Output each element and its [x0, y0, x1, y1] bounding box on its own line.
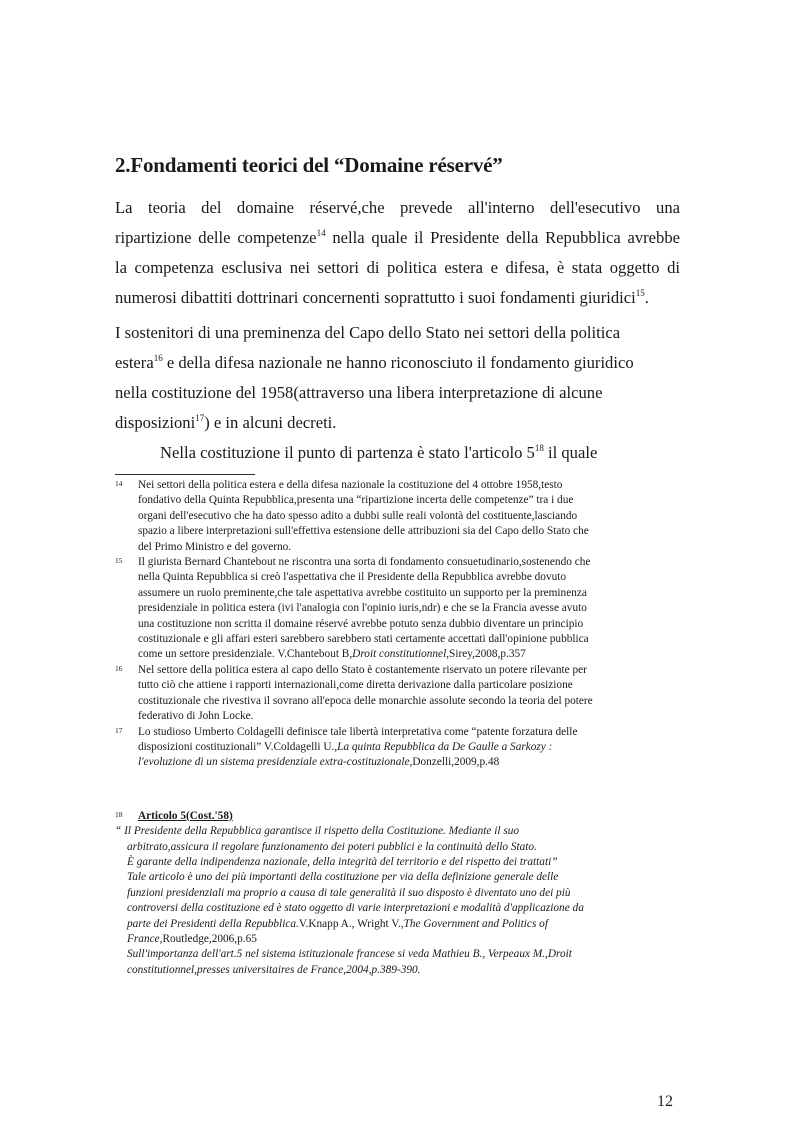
- quote-line: È garante della indipendenza nazionale, della integrità del territorio e del rispetto dei trattati”: [127, 855, 558, 868]
- section-heading: 2.Fondamenti teorici del “Domaine réservé”: [115, 153, 503, 177]
- footnote-16: [115, 663, 675, 725]
- quote-line: Sull'importanza dell'art.5 nel sistema istituzionale francese si veda Mathieu B., Verpeaux M.,Droit: [127, 948, 572, 961]
- footnote-citation-line: come un settore presidenziale. V.Chantebout B,Droit constitutionnel,Sirey,2008,p.357: [138, 648, 526, 661]
- footnote-line: organi dell'esecutivo che ha dato spesso adito a dubbi sulle reali volontà del costituente,lasciando: [138, 509, 578, 522]
- footnote-line: costituzionale che rivestiva il sovrano all'epoca delle monarchie assolute secondo la teoria del potere: [138, 694, 593, 707]
- paragraph-1-line-2: ripartizione delle competenze$^{14}$ nella quale il Presidente della Repubblica avrebbe: [115, 228, 680, 247]
- paragraph-2-line-3: nella costituzione del 1958(attraverso una libera interpretazione di alcune: [115, 383, 603, 402]
- footnote-number: 18: [115, 809, 123, 819]
- footnote-17: [115, 725, 675, 771]
- paragraph-2-line-1: I sostenitori di una preminenza del Capo dello Stato nei settori della politica: [115, 323, 621, 342]
- footnote-ref-15[interactable]: 15: [635, 288, 645, 298]
- footnote-line: fondativo della Quinta Repubblica,presenta una “ripartizione incerta delle competenze” tra i due: [138, 494, 574, 507]
- footnote-line: disposizioni costituzionali” V.Coldagelli U.,La quinta Repubblica da De Gaulle a Sarkozy :: [138, 740, 553, 753]
- paragraph-2: [115, 318, 680, 438]
- paragraph-1: [115, 193, 680, 313]
- footnote-15: [115, 555, 675, 663]
- footnote-gap: [115, 771, 675, 809]
- footnote-line: Nel settore della politica estera al capo dello Stato è costantemente riservato un potere rilevante per: [138, 663, 587, 676]
- footnote-line: Lo studioso Umberto Coldagelli definisce tale libertà interpretativa come “patente forzatura delle: [138, 725, 578, 738]
- footnote-number: 17: [115, 725, 123, 735]
- footnote-ref-16[interactable]: 16: [153, 353, 163, 363]
- book-subtitle: l'evoluzione di un sistema presidenziale extra-costituzionale,: [138, 756, 413, 769]
- footnote-line: spazio a libere interpretazioni sull'effettiva estensione delle attribuzioni sia del Capo dello Stato che: [138, 525, 589, 538]
- footnote-number: 15: [115, 556, 123, 566]
- footnote-line: del Primo Ministro e del governo.: [138, 540, 292, 553]
- quote-line: parte dei Presidenti della Repubblica.V.Knapp A., Wright V.,The Government and Politics of: [127, 917, 548, 930]
- paragraph-1-line-1: La teoria del domaine réservé,che prevede all'interno dell'esecutivo una: [115, 198, 680, 217]
- footnote-line: l'evoluzione di un sistema presidenziale extra-costituzionale,Donzelli,2009,p.48: [138, 756, 500, 769]
- paragraph-1-line-4: numerosi dibattiti dottrinari concernenti soprattutto i suoi fondamenti giuridici$^{15}$.: [115, 288, 649, 307]
- footnote-ref-17[interactable]: 17: [195, 413, 205, 423]
- footnote-separator: [115, 474, 255, 475]
- quote-line: constitutionnel,presses universitaires de France,2004,p.389-390.: [127, 963, 421, 976]
- footnote-line: assumere un ruolo preminente,che tale aspettativa avrebbe costituito un supporto per la preminenza: [138, 586, 587, 599]
- footnote-ref-14[interactable]: 14: [316, 228, 326, 238]
- footnote-line: nella Quinta Repubblica si creò l'aspettativa che il Presidente della Repubblica avrebbe dovuto: [138, 571, 567, 584]
- book-title: Droit constitutionnel: [352, 648, 447, 661]
- quote-line: Tale articolo è uno dei più importanti della costituzione per via della definizione generale delle: [127, 871, 559, 884]
- paragraph-2-line-2: estera$^{16}$ e della difesa nazionale ne hanno riconosciuto il fondamento giuridico: [115, 353, 634, 372]
- footnote-number: 14: [115, 479, 123, 488]
- page-number: 12: [657, 1093, 673, 1110]
- footnote-18: [115, 809, 675, 824]
- article-title: Articolo 5(Cost.'58): [138, 809, 233, 822]
- quote-line: funzioni presidenziali ma proprio a causa di tale generalità il suo disposto è diventato uno dei più: [127, 886, 571, 899]
- book-title: La quinta Repubblica da De Gaulle a Sarkozy :: [337, 740, 553, 753]
- quote-line: controversi della costituzione ed è stato oggetto di varie interpretazioni e modalità d'applicazione da: [127, 902, 584, 915]
- quote-line: arbitrato,assicura il regolare funzionamento dei poteri pubblici e la continuità dello Stato.: [127, 840, 537, 853]
- footnote-14: [115, 478, 675, 555]
- paragraph-1-line-3: la competenza esclusiva nei settori di politica estera e difesa, è stata oggetto di: [115, 258, 680, 277]
- footnotes: [115, 478, 675, 978]
- footnote-line: federativo di John Locke.: [138, 710, 254, 723]
- quote-line: “ Il Presidente della Repubblica garantisce il rispetto della Costituzione. Mediante il suo: [115, 825, 520, 838]
- quote-line: France,Routledge,2006,p.65: [127, 932, 257, 945]
- footnote-number: 16: [115, 663, 123, 673]
- footnote-line: costituzionale e gli affari esteri sarebbero sarebbero stati certamente accettati dall'opinione pubblica: [138, 633, 589, 646]
- footnote-line: una costituzione non scritta il domaine réservé avrebbe potuto senza dubbio diventare un principio: [138, 617, 584, 630]
- footnote-line: tutto ciò che attiene i rapporti internazionali,come diretta derivazione dalla particolare posizione: [138, 679, 573, 692]
- article-quote: [115, 824, 675, 978]
- paragraph-2-line-4: disposizioni$^{17}$) e in alcuni decreti.: [115, 413, 337, 432]
- paragraph-3: Nella costituzione il punto di partenza è stato l'articolo $5^{18}$ il quale: [160, 443, 598, 462]
- footnote-ref-18[interactable]: 18: [534, 443, 544, 453]
- footnote-line: presidenziale in politica estera (ivi l'analogia con l'opinio iuris,ndr) e che se la Francia avesse avuto: [138, 602, 587, 615]
- footnote-line: Il giurista Bernard Chantebout ne riscontra una sorta di fondamento consuetudinario,sostenendo che: [138, 556, 591, 569]
- footnote-line: Nei settori della politica estera e della difesa nazionale la costituzione del 4 ottobre 1958,testo: [138, 479, 563, 491]
